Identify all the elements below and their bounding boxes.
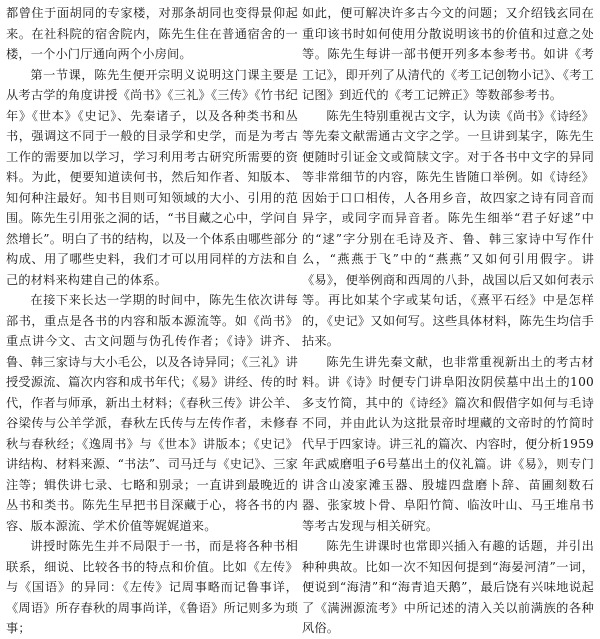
paragraph: 如此，便可解决许多古今文的问题；又介绍钱玄同在重印该书时如何使用分散说明该书的价值和过意之处等。陈先生每讲一部书便开列多本参考书。如讲《考工记》，即开列了从清代的《考工记创物小记》、《考工记图》到近代的《考工记辨正》等数部参考书。: [302, 6, 594, 102]
paragraph: 陈先生讲先秦文献，也非常重视新出土的考古材料。讲《诗》时便专门讲阜阳汝阴侯墓中出土的100多支竹简，其中的《诗经》篇次和假借字如何与毛诗不同，并由此认为这批景帝时埋藏的文帝时的竹简时代早于四家诗。讲三礼的篇次、内容时，便分析1959年武威磨咀子6号墓出土的仪礼篇。讲《易》，则专门讲含山凌家滩玉器、殷墟四盘磨卜辞、苗圃刻数石器、张家坡卜骨、阜阳竹简、临汝叶山、马王堆帛书等考古发现与相关研究。: [302, 354, 594, 533]
paragraph: 讲授时陈先生并不局限于一书，而是将各种书相联系，细说、比较各书的特点和价值。比如《左传》与《国语》的异同：《左传》记周事略而记鲁事详，《周语》所存春秋的周事尚详，《鲁语》所记则多为琐事；: [6, 539, 298, 635]
paragraph: 陈先生讲课时也常即兴插入有趣的话题，并引出种种典故。比如一次不知因何提到“海晏河清”一词，便说到“海清”和“海青追天鹅”，最后饶有兴味地说起了《满洲源流考》中所记述的清入关以前满族的各种风俗。: [302, 539, 594, 635]
paragraph: 陈先生特别重视古文字，认为读《尚书》《诗经》等先秦文献需通古文字之学。一旦讲到某字，陈先生便随时引证金文或简牍文字。对于各书中文字的异同等非常细节的内容，陈先生皆随口举例。如《诗经》因始于口口相传，人各用乡音，故四家之诗有同音而异字，或同字而异音者。陈先生细举“君子好逑”中的“逑”字分别在毛诗及齐、鲁、韩三家诗中写作什么，“燕燕于飞”中的“燕燕”又如何引用假字。讲《易》，便举例商和西周的八卦，战国以后又如何表示等。再比如某个字或某句话，《熹平石经》中是怎样的，《史记》又如何写。这些具体材料，陈先生均信手拈来。: [302, 108, 594, 348]
paragraph: 都曾住于面胡同的专家楼，对那条胡同也变得景仰起来。在社科院的宿舍院内，陈先生住在普通宿舍的一楼，一个小门厅通向两个小房间。: [6, 6, 298, 61]
paragraph: 第一节课，陈先生便开宗明义说明这门课主要是从考古学的角度讲授《尚书》《三礼》《三传》《竹书纪年》《世本》《史记》、先秦诸子，以及各种类书和丛书，强调这不同于一般的目录学和史学，而是为考古工作的需要加以学习，学习利用考古研究所需要的资料。为此，便要知道读何书，然后知作者、知版本、知何种注最好。知书目则可知领域的大小、引用的范围。陈先生引用张之洞的话，“书目藏之心中，学问自然增长”。明白了书的结构，以及一个体系由哪些部分构成、用了哪些史料，我们才可以用同样的方法和自己的材料来构建自己的体系。: [6, 67, 298, 287]
paragraph: 在接下来长达一学期的时间中，陈先生依次讲每部书，重点是各书的内容和版本源流等。如《尚书》重点讲今文、古文问题与伪孔传作者；《诗》讲齐、鲁、韩三家诗与大小毛公，以及各诗异同；《三礼》讲授受源流、篇次内容和成书年代；《易》讲经、传的时代，作者与师承，新出土材料；《春秋三传》讲公羊、谷梁传与公羊学派，春秋左氏传与左传作者，未修春秋与春秋经；《逸周书》与《世本》讲版本；《史记》讲结构、材料来源、“书法”、司马迁与《史记》、三家注等；辑佚讲七录、七略和别录；一直讲到最晚近的丛书和类书。陈先生早把书目深藏于心，将各书的内容、版本源流、学术价值等娓娓道来。: [6, 293, 298, 533]
left-column: [6, 3, 298, 635]
right-column: [302, 3, 594, 635]
